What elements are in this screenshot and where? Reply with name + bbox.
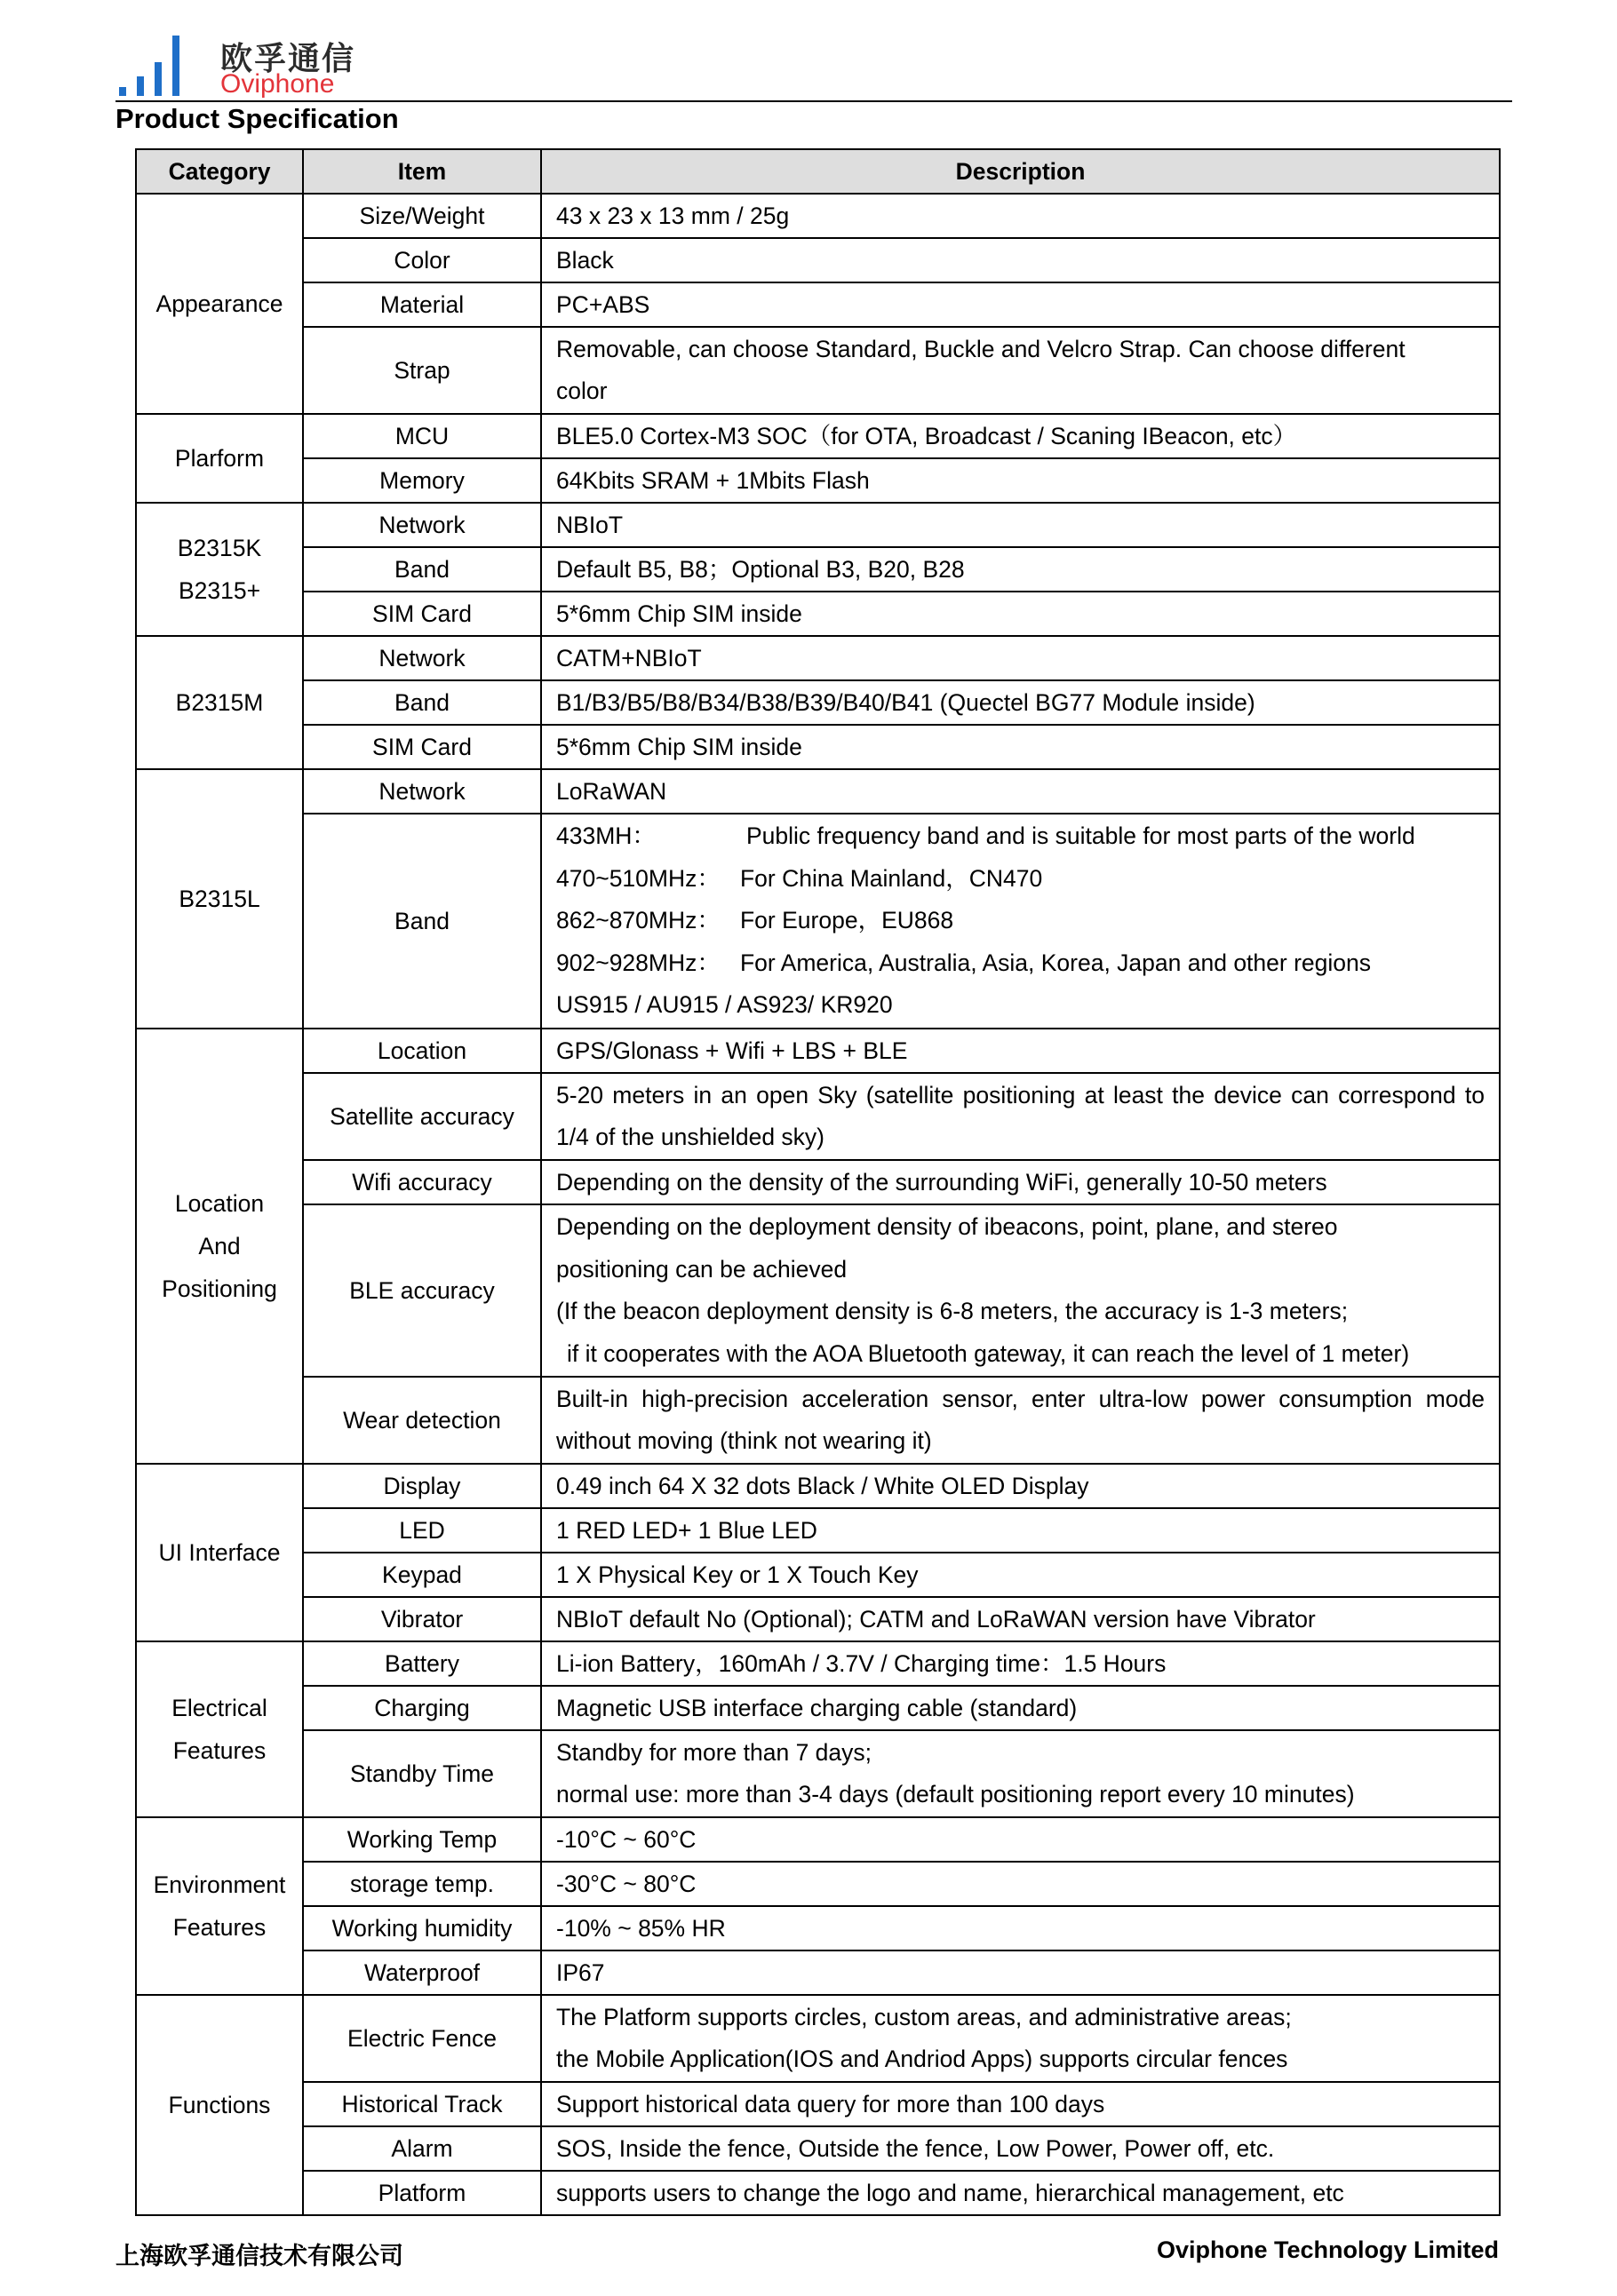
table-row	[136, 725, 1500, 769]
table-row	[136, 1073, 1500, 1160]
band-frequency: 470~510MHz：	[556, 864, 721, 892]
table-row	[136, 1995, 1500, 2082]
header-divider	[116, 100, 1512, 102]
category-label: Appearance	[155, 290, 283, 317]
description-cell	[541, 1906, 1500, 1950]
description-line: LoRaWAN	[556, 778, 667, 805]
band-frequency: 902~928MHz：	[556, 949, 721, 976]
category-label: Features	[172, 1737, 267, 1764]
table-row	[136, 547, 1500, 592]
description-cell	[541, 2082, 1500, 2126]
category-cell	[136, 769, 303, 1029]
description-line: 64Kbits SRAM + 1Mbits Flash	[556, 467, 870, 494]
description-line: if it cooperates with the AOA Bluetooth gateway, it can reach the level of 1 meter)	[567, 1339, 1410, 1367]
description-cell	[541, 1597, 1500, 1641]
description-cell	[541, 2171, 1500, 2215]
item-cell: BLE accuracy	[303, 1204, 541, 1377]
description-cell	[541, 814, 1500, 1029]
description-line: 0.49 inch 64 X 32 dots Black / White OLED Display	[556, 1473, 1089, 1499]
table-header-row	[136, 149, 1500, 194]
description-line: B1/B3/B5/B8/B34/B38/B39/B40/B41 (Quectel BG77 Module inside)	[556, 689, 1255, 716]
table-row	[136, 814, 1500, 1029]
table-row	[136, 1950, 1500, 1995]
item-cell: Network	[303, 503, 541, 547]
item-cell: Strap	[303, 327, 541, 414]
band-description: Public frequency band and is suitable for most parts of the world	[746, 822, 1415, 850]
category-cell	[136, 1817, 303, 1995]
page-title: Product Specification	[116, 103, 399, 134]
band-line	[556, 815, 1485, 858]
category-label: Features	[172, 1914, 267, 1941]
logo-chinese-name: 欧孚通信	[220, 41, 356, 77]
description-line: Built-in high-precision acceleration sensor, enter ultra-low power consumption mode	[556, 1385, 1485, 1412]
description-cell	[541, 2126, 1500, 2171]
category-label: B2315K	[177, 535, 262, 561]
table-row	[136, 2082, 1500, 2126]
description-line: positioning can be achieved	[556, 1255, 848, 1283]
description-line: Li-ion Battery，160mAh / 3.7V / Charging time：1.5 Hours	[556, 1650, 1167, 1677]
table-row	[136, 1029, 1500, 1073]
description-cell	[541, 414, 1500, 458]
category-label: Location	[174, 1190, 265, 1217]
description-line: Support historical data query for more than 100 days	[556, 2091, 1105, 2117]
band-description: For Europe，EU868	[740, 907, 954, 934]
item-cell: Band	[303, 680, 541, 725]
table-row	[136, 680, 1500, 725]
category-label: B2315L	[179, 886, 260, 912]
description-cell	[541, 1508, 1500, 1553]
footer-company-chinese: 上海欧孚通信技术有限公司	[116, 2243, 403, 2270]
table-row	[136, 1204, 1500, 1377]
description-line: color	[556, 377, 608, 404]
description-line: supports users to change the logo and name, hierarchical management, etc	[556, 2180, 1344, 2206]
table-row	[136, 1160, 1500, 1204]
item-cell: Historical Track	[303, 2082, 541, 2126]
item-cell: Band	[303, 814, 541, 1029]
item-cell: Satellite accuracy	[303, 1073, 541, 1160]
table-row	[136, 503, 1500, 547]
description-line: Depending on the deployment density of ibeacons, point, plane, and stereo	[556, 1213, 1338, 1240]
description-cell	[541, 1377, 1500, 1464]
category-cell	[136, 1464, 303, 1641]
description-line: GPS/Glonass + Wifi + LBS + BLE	[556, 1037, 908, 1064]
description-cell	[541, 1862, 1500, 1906]
description-line: 1 RED LED+ 1 Blue LED	[556, 1517, 817, 1544]
table-row	[136, 769, 1500, 814]
category-cell	[136, 1641, 303, 1817]
description-line: Standby for more than 7 days;	[556, 1738, 872, 1766]
table-row	[136, 1464, 1500, 1508]
description-cell	[541, 1029, 1500, 1073]
item-cell: Waterproof	[303, 1950, 541, 1995]
footer-company-english: Oviphone Technology Limited	[1156, 2236, 1499, 2263]
item-cell: Vibrator	[303, 1597, 541, 1641]
description-line: -10°C ~ 60°C	[556, 1826, 697, 1853]
band-line	[556, 942, 1485, 985]
item-cell: Location	[303, 1029, 541, 1073]
item-cell: Working Temp	[303, 1817, 541, 1862]
description-line: Black	[556, 247, 614, 274]
item-cell: Network	[303, 769, 541, 814]
band-description: For America, Australia, Asia, Korea, Japan and other regions	[740, 949, 1372, 976]
item-cell: storage temp.	[303, 1862, 541, 1906]
table-row	[136, 238, 1500, 282]
table-row	[136, 414, 1500, 458]
item-cell: Network	[303, 636, 541, 680]
description-line: SOS, Inside the fence, Outside the fence, Low Power, Power off, etc.	[556, 2135, 1275, 2162]
description-cell	[541, 1160, 1500, 1204]
table-row	[136, 458, 1500, 503]
category-label: Plarform	[174, 445, 265, 472]
table-row	[136, 1553, 1500, 1597]
item-cell: Memory	[303, 458, 541, 503]
category-label: Functions	[168, 2092, 271, 2118]
category-label: UI Interface	[158, 1539, 281, 1566]
description-cell	[541, 1995, 1500, 2082]
table-row	[136, 1508, 1500, 1553]
description-cell	[541, 1464, 1500, 1508]
description-line: CATM+NBIoT	[556, 645, 702, 671]
description-line: PC+ABS	[556, 291, 650, 318]
item-cell: Display	[303, 1464, 541, 1508]
description-cell	[541, 636, 1500, 680]
company-logo	[116, 30, 382, 101]
band-regions: US915 / AU915 / AS923/ KR920	[556, 991, 893, 1019]
item-cell: Wear detection	[303, 1377, 541, 1464]
band-line	[556, 858, 1485, 901]
band-frequency: 433MH：	[556, 822, 656, 850]
table-row	[136, 1906, 1500, 1950]
description-cell	[541, 1686, 1500, 1730]
category-label: Positioning	[162, 1275, 277, 1302]
band-line	[556, 900, 1485, 942]
description-cell	[541, 238, 1500, 282]
category-cell	[136, 1029, 303, 1464]
description-line: -10% ~ 85% HR	[556, 1915, 726, 1942]
category-cell	[136, 1995, 303, 2215]
description-line: 1 X Physical Key or 1 X Touch Key	[556, 1561, 919, 1588]
table-body	[136, 194, 1500, 2215]
item-cell: Material	[303, 282, 541, 327]
description-line: Removable, can choose Standard, Buckle and Velcro Strap. Can choose different	[556, 335, 1406, 362]
description-cell	[541, 503, 1500, 547]
item-cell: LED	[303, 1508, 541, 1553]
table-row	[136, 1377, 1500, 1464]
description-cell	[541, 1073, 1500, 1160]
item-cell: Battery	[303, 1641, 541, 1686]
table-row	[136, 194, 1500, 238]
table-row	[136, 1730, 1500, 1817]
band-description: For China Mainland，CN470	[740, 864, 1043, 892]
item-cell: Keypad	[303, 1553, 541, 1597]
logo-english-name: Oviphone	[220, 69, 335, 99]
description-cell	[541, 1730, 1500, 1817]
description-line: 1/4 of the unshielded sky)	[556, 1124, 824, 1150]
band-frequency: 862~870MHz：	[556, 907, 721, 934]
category-label: And	[198, 1233, 241, 1259]
signal-bars-icon	[116, 30, 187, 98]
description-line: Magnetic USB interface charging cable (standard)	[556, 1695, 1078, 1721]
description-line: The Platform supports circles, custom areas, and administrative areas;	[556, 2003, 1292, 2030]
category-cell	[136, 414, 303, 503]
item-cell: Wifi accuracy	[303, 1160, 541, 1204]
table-row	[136, 282, 1500, 327]
category-label: B2315M	[175, 689, 264, 716]
category-cell	[136, 636, 303, 769]
column-header-description: Description	[541, 149, 1500, 194]
spec-table	[135, 148, 1501, 2216]
description-line: 5*6mm Chip SIM inside	[556, 734, 802, 760]
description-cell	[541, 680, 1500, 725]
item-cell: SIM Card	[303, 725, 541, 769]
description-line: without moving (think not wearing it)	[556, 1427, 932, 1454]
description-line: Default B5, B8；Optional B3, B20, B28	[556, 556, 965, 583]
table-row	[136, 1597, 1500, 1641]
description-cell	[541, 458, 1500, 503]
description-line: 5-20 meters in an open Sky (satellite positioning at least the device can correspond to	[556, 1081, 1485, 1108]
description-line: -30°C ~ 80°C	[556, 1871, 697, 1897]
description-cell	[541, 1950, 1500, 1995]
item-cell: MCU	[303, 414, 541, 458]
description-line: normal use: more than 3-4 days (default positioning report every 10 minutes)	[556, 1781, 1355, 1807]
description-cell	[541, 1817, 1500, 1862]
category-label: B2315+	[178, 577, 261, 604]
column-header-item: Item	[303, 149, 541, 194]
description-line: Depending on the density of the surrounding WiFi, generally 10-50 meters	[556, 1169, 1327, 1196]
description-line: (If the beacon deployment density is 6-8 meters, the accuracy is 1-3 meters;	[556, 1298, 1349, 1324]
description-cell	[541, 194, 1500, 238]
item-cell: Band	[303, 547, 541, 592]
table-row	[136, 1641, 1500, 1686]
column-header-category: Category	[136, 149, 303, 194]
description-line: NBIoT default No (Optional); CATM and LoRaWAN version have Vibrator	[556, 1606, 1316, 1633]
table-row	[136, 592, 1500, 636]
description-line: NBIoT	[556, 512, 624, 538]
item-cell: Charging	[303, 1686, 541, 1730]
table-row	[136, 2126, 1500, 2171]
item-cell: SIM Card	[303, 592, 541, 636]
description-cell	[541, 282, 1500, 327]
item-cell: Color	[303, 238, 541, 282]
table-row	[136, 1817, 1500, 1862]
category-cell	[136, 194, 303, 414]
description-line: the Mobile Application(IOS and Andriod Apps) supports circular fences	[556, 2046, 1288, 2072]
category-label: Environment	[153, 1871, 286, 1898]
description-cell	[541, 1553, 1500, 1597]
table-row	[136, 327, 1500, 414]
description-line: IP67	[556, 1959, 605, 1986]
item-cell: Working humidity	[303, 1906, 541, 1950]
description-cell	[541, 769, 1500, 814]
table-row	[136, 1862, 1500, 1906]
description-cell	[541, 547, 1500, 592]
description-cell	[541, 1204, 1500, 1377]
description-cell	[541, 1641, 1500, 1686]
item-cell: Alarm	[303, 2126, 541, 2171]
description-line: 43 x 23 x 13 mm / 25g	[556, 203, 790, 229]
description-line: BLE5.0 Cortex-M3 SOC（for OTA, Broadcast / Scaning IBeacon, etc）	[556, 423, 1297, 449]
description-line: 5*6mm Chip SIM inside	[556, 600, 802, 627]
table-row	[136, 2171, 1500, 2215]
description-cell	[541, 725, 1500, 769]
table-row	[136, 636, 1500, 680]
item-cell: Platform	[303, 2171, 541, 2215]
category-cell	[136, 503, 303, 636]
item-cell: Standby Time	[303, 1730, 541, 1817]
description-cell	[541, 592, 1500, 636]
item-cell: Size/Weight	[303, 194, 541, 238]
item-cell: Electric Fence	[303, 1995, 541, 2082]
table-row	[136, 1686, 1500, 1730]
category-label: Electrical	[171, 1695, 267, 1721]
description-cell	[541, 327, 1500, 414]
